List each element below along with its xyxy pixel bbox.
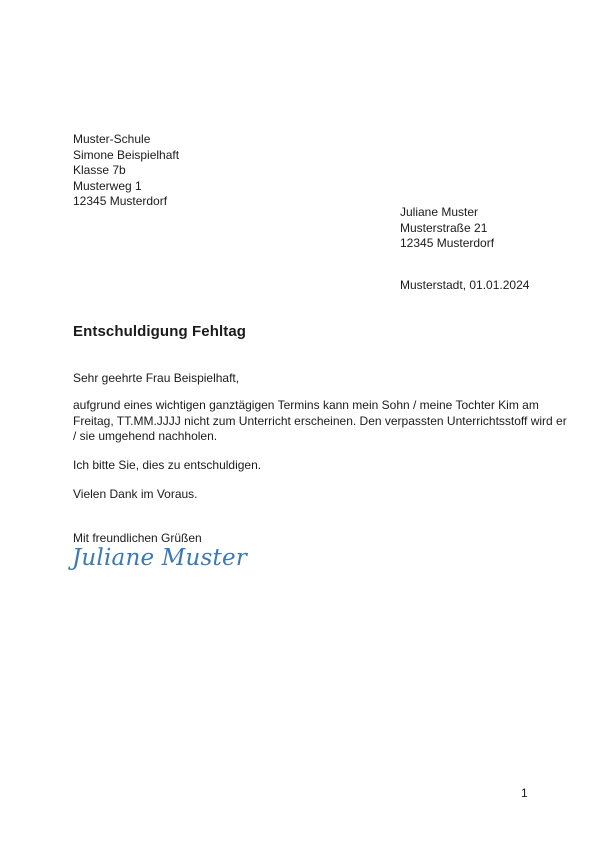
handwritten-signature: Juliane Muster [72,545,248,571]
sender-address [73,132,179,210]
body-paragraph-1-line: aufgrund eines wichtigen ganztägigen Termins kann mein Sohn / meine Tochter Kim am [73,398,539,412]
recipient-line-city: 12345 Musterdorf [400,236,495,250]
recipient-line-street: Musterstraße 21 [400,220,488,235]
sender-line-city: 12345 Musterdorf [73,194,168,208]
body-paragraph-3: Vielen Dank im Voraus. [73,487,198,501]
page-number: 1 [521,786,528,800]
recipient-address [400,205,494,252]
salutation: Sehr geehrte Frau Beispielhaft, [73,371,240,385]
body-paragraph-1 [73,398,567,445]
sender-line-class: Klasse 7b [73,163,126,177]
recipient-line-name: Juliane Muster [400,205,479,219]
body-paragraph-1-line: Freitag, TT.MM.JJJJ nicht zum Unterricht erscheinen. Den verpassten Unterrichtsstoff wird er [73,413,567,428]
letter-subject: Entschuldigung Fehltag [73,323,247,340]
sender-line-street: Musterweg 1 [73,178,142,193]
place-date-line: Musterstadt, 01.01.2024 [400,278,530,292]
sender-line-school: Muster-Schule [73,132,151,146]
body-paragraph-1-line: / sie umgehend nachholen. [73,429,218,443]
sender-line-name: Simone Beispielhaft [73,147,180,162]
body-paragraph-2: Ich bitte Sie, dies zu entschuldigen. [73,458,262,472]
closing-phrase: Mit freundlichen Grüßen [73,531,202,545]
